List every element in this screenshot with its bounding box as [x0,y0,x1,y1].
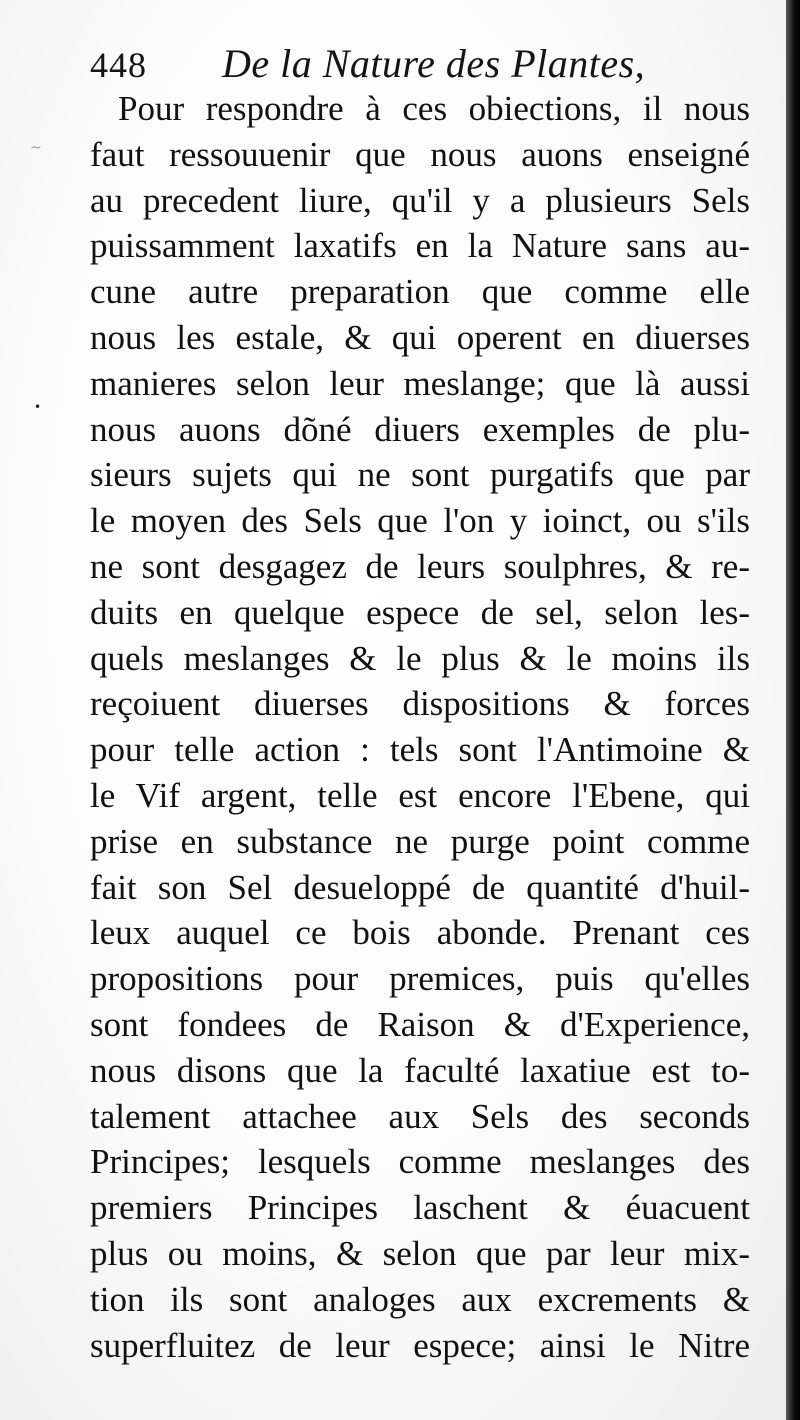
text-line: sont fondees de Raison & d'Experience, [90,1004,750,1044]
page-number: 448 [90,45,147,85]
body-text [90,86,750,1368]
text-line: le Vif argent, telle est encore l'Ebene, qui [90,775,750,815]
text-line: Principes; lesquels comme meslanges des [90,1142,750,1182]
text-line: nous les estale, & qui operent en diuerses [90,317,750,357]
page-edge-shadow [786,0,800,1420]
text-line: plus ou moins, & selon que par leur mix- [90,1233,750,1273]
text-line: faut ressouuenir que nous auons enseigné [90,134,750,174]
text-line: puissamment laxatifs en la Nature sans au- [90,226,750,266]
text-line: superfluitez de leur espece; ainsi le Nitre [90,1325,750,1365]
text-line: propositions pour premices, puis qu'elles [90,959,750,999]
text-line: manieres selon leur meslange; que là aussi [90,363,750,403]
margin-speck: • [34,400,42,414]
text-line: au precedent liure, qu'il y a plusieurs Sels [90,180,750,220]
text-line: nous disons que la faculté laxatiue est to- [90,1050,750,1090]
text-line: tion ils sont analoges aux excrements & [90,1279,750,1319]
text-line: ne sont desgagez de leurs soulphres, & re- [90,546,750,586]
text-line: fait son Sel desueloppé de quantité d'huil- [90,867,750,907]
text-line: quels meslanges & le plus & le moins ils [90,638,750,678]
text-line: duits en quelque espece de sel, selon les- [90,592,750,632]
text-line: pour telle action : tels sont l'Antimoine & [90,730,750,770]
running-title: De la Nature des Plantes, [222,41,646,86]
text-line: leux auquel ce bois abonde. Prenant ces [90,913,750,953]
text-line: reçoiuent diuerses dispositions & forces [90,684,750,724]
text-line: talement attachee aux Sels des seconds [90,1096,750,1136]
page-header [90,36,770,92]
text-line: Pour respondre à ces obiections, il nous [118,89,750,128]
text-line: le moyen des Sels que l'on y ioinct, ou s'ils [90,501,750,541]
text-line: sieurs sujets qui ne sont purgatifs que par [90,455,750,495]
text-line: premiers Principes laschent & éuacuent [90,1188,750,1228]
text-line: cune autre preparation que comme elle [90,272,750,312]
text-line: nous auons dõné diuers exemples de plu- [90,409,750,449]
margin-speck: ~ [30,140,42,156]
text-line: prise en substance ne purge point comme [90,821,750,861]
